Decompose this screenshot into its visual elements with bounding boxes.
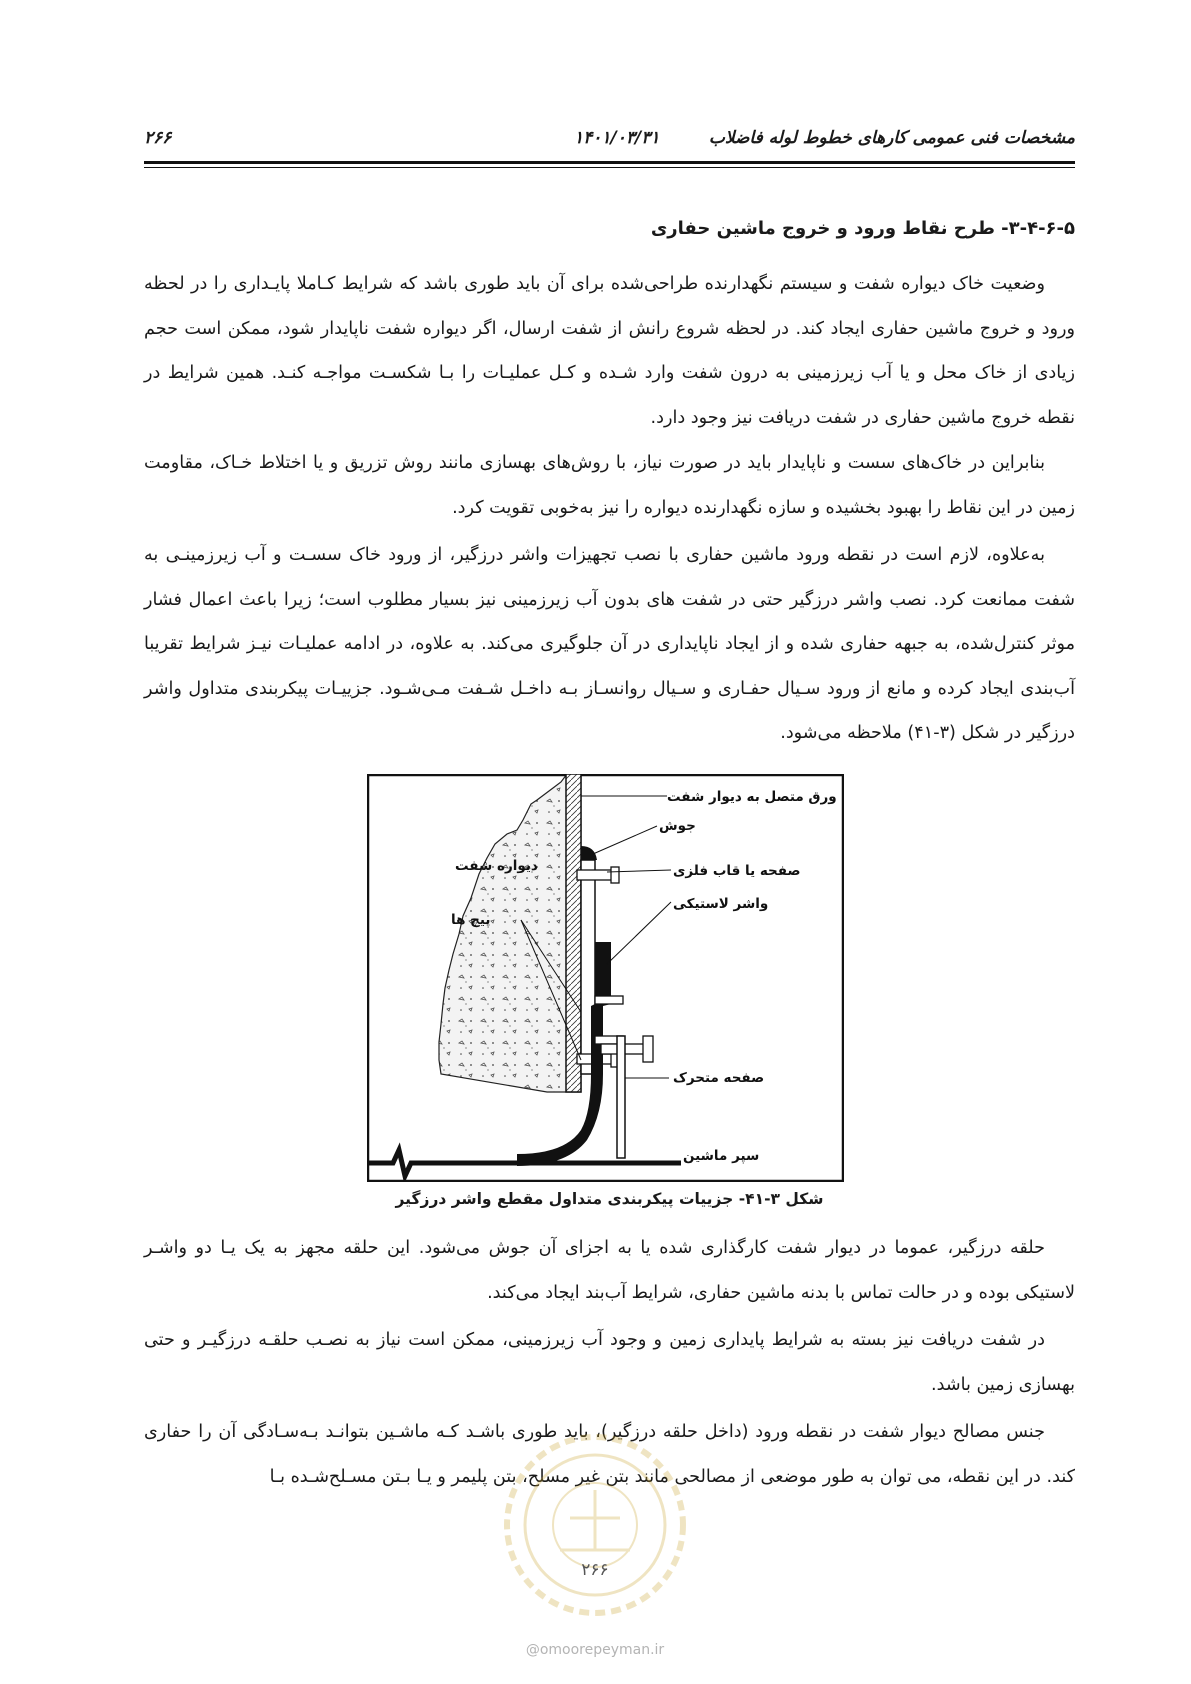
page-header — [144, 128, 1075, 158]
label-frame: صفحه یا قاب فلزی — [673, 863, 801, 879]
footer-page-number: ۲۶۶ — [581, 1560, 609, 1580]
label-bolts: پیچ ها — [451, 912, 491, 928]
paragraph-5: در شفت دریافت نیز بسته به شرایط پایداری زمین و وجود آب زیرزمینی، ممکن است نیاز به نصـب حلقـه درزگیـر و حتی بهسازی زمین باشد. — [144, 1330, 1075, 1395]
paragraph-2: بنابراین در خاک‌های سست و ناپایدار باید در صورت نیاز، با روش‌های بهسازی مانند روش تزریق و یا اختلاط خـاک، مقاومت زمین در این نقاط را بهبود بخشیده و سازه نگهدارنده دیواره را نیز به‌خوبی تقویت کرد. — [144, 453, 1075, 518]
paragraph-6: جنس مصالح دیوار شفت در نقطه ورود (داخل حلقه درزگیر)، باید طوری باشـد کـه ماشـین بتوانـد بـه‌سـادگی آن را حفاری کند. در این نقطه، می توان به طور موضعی از مصالحی مانند بتن غیر مسلح، بتن پلیمر و یـا بـتن مسـلح‌شـده بـا — [144, 1422, 1075, 1487]
footer-website: @omoorepeyman.ir — [525, 1642, 665, 1658]
label-shield: سپر ماشین — [683, 1148, 760, 1164]
paragraph-1: وضعیت خاک دیواره شفت و سیستم نگهدارنده طراحی‌شده برای آن باید طوری باشد که شرایط کـاملا پایـداری را در لحظه ورود و خروج ماشین حفاری ایجاد کند. در لحظه شروع رانش از شفت ارسال، اگر دیواره شفت ناپایدار شود، ممکن است حجم زیادی از خاک محل و یا آب زیرزمینی به درون شفت وارد شـده و کـل عملیـات را بـا شکسـت مواجـه کنـد. همین شرایط در نقطه خروج ماشین حفاری در شفت دریافت نیز وجود دارد. — [144, 274, 1075, 428]
section-title: ۳-۴-۶-۵- طرح نقاط ورود و خروج ماشین حفاری — [650, 218, 1075, 239]
header-rule-thin — [144, 167, 1075, 168]
moving-plate — [617, 1036, 625, 1158]
header-rule-thick — [144, 161, 1075, 164]
embedded-plate — [566, 774, 581, 1092]
label-plate: ورق متصل به دیوار شفت — [667, 789, 837, 805]
paragraph-3: به‌علاوه، لازم است در نقطه ورود ماشین حفاری با نصب تجهیزات واشر درزگیر، از ورود خاک سسـت و آب زیرزمینـی به شفت ممانعت کرد. نصب واشر درزگیر حتی در شفت های بدون آب زیرزمینی نیز بسیار مطلوب است؛ زیرا باعث اعمال فشار موثر کنترل‌شده، به جبهه حفاری شده و از ایجاد ناپایداری در آن جلوگیری می‌کند. به علاوه، در ادامه عملیـات نیـز شرایط تقریبا آب‌بندی ایجاد کرده و مانع از ورود سـیال حفـاری و سـیال روانسـاز بـه داخـل شـفت مـی‌شـود. جزییـات پیکربندی متداول واشر درزگیر در شکل (۳-۴۱) ملاحظه می‌شود. — [144, 545, 1075, 744]
figure-caption: شکل ۳-۴۱- جزییات پیکربندی متداول مقطع واشر درزگیر — [395, 1190, 824, 1208]
watermark-seal-icon — [500, 1430, 690, 1620]
header-date: ۱۴۰۱/۰۳/۳۱ — [574, 128, 660, 148]
label-wall: دیواره شفت — [455, 858, 538, 874]
label-weld: جوش — [659, 818, 696, 834]
label-moving-plate: صفحه متحرک — [673, 1070, 765, 1086]
label-washer: واشر لاستیکی — [673, 896, 769, 912]
seal-gasket-figure — [367, 774, 844, 1182]
paragraph-4: حلقه درزگیر، عموما در دیوار شفت کارگذاری شده یا به اجزای آن جوش می‌شود. این حلقه مجهز به یک یـا دو واشـر لاستیکی بوده و در حالت تماس با بدنه ماشین حفاری، شرایط آب‌بند ایجاد می‌کند. — [144, 1238, 1075, 1303]
header-page-number: ۲۶۶ — [144, 128, 172, 148]
header-title: مشخصات فنی عمومی کارهای خطوط لوله فاضلاب — [708, 128, 1075, 148]
